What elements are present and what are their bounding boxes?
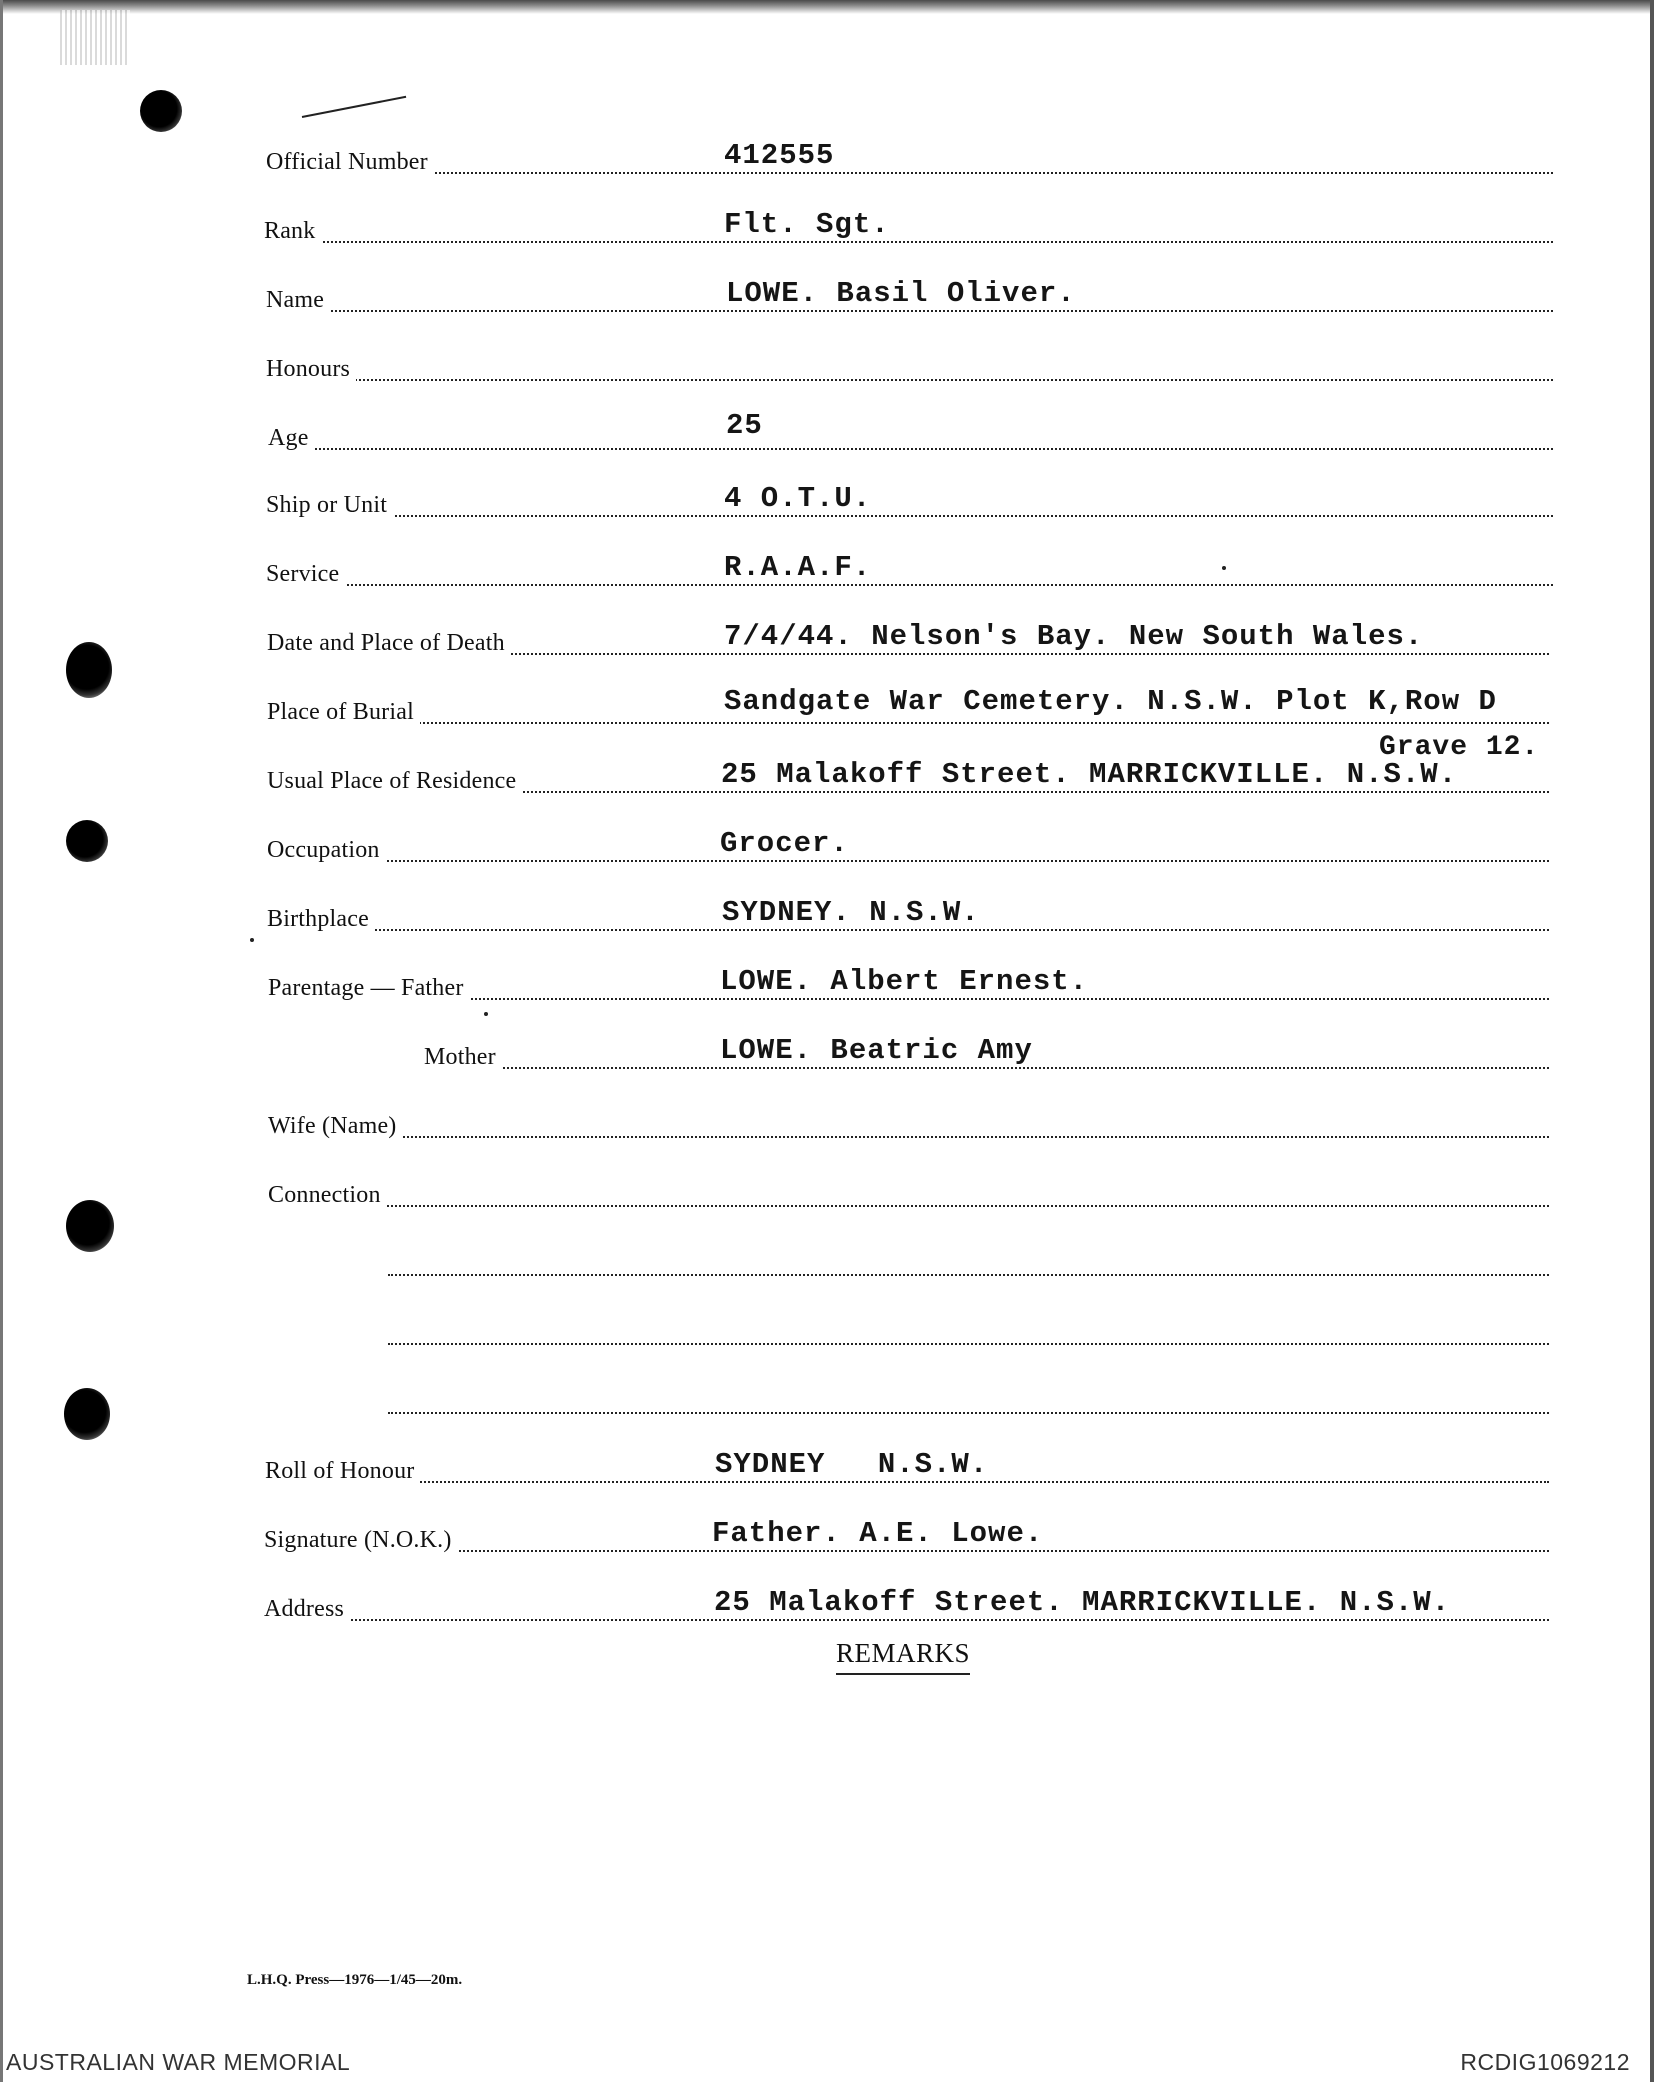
pen-mark (302, 96, 406, 118)
dotted-line (388, 1274, 1549, 1276)
field-label: Roll of Honour (265, 1458, 420, 1485)
field-official-number (266, 134, 1553, 178)
page-left-edge (0, 0, 3, 2082)
field-label: Occupation (267, 837, 386, 864)
field-label: Mother (424, 1044, 502, 1071)
punch-hole (66, 642, 112, 698)
field-place-of-burial (267, 684, 1549, 728)
dotted-line (268, 1136, 1549, 1138)
field-value: Father. A.E. Lowe. (712, 1517, 1044, 1550)
dotted-line (266, 584, 1553, 586)
field-age (268, 410, 1553, 454)
field-honours (266, 341, 1553, 385)
footer-archive-name: AUSTRALIAN WAR MEMORIAL (6, 2049, 351, 2075)
field-roll-of-honour (265, 1443, 1549, 1487)
dotted-line (266, 310, 1553, 312)
field-connection-line (388, 1374, 1549, 1418)
ink-speck (484, 1012, 488, 1016)
field-label: Address (264, 1596, 350, 1623)
field-connection-line (388, 1305, 1549, 1349)
field-address (264, 1581, 1549, 1625)
field-date-and-place-of-death (267, 615, 1549, 659)
field-label: Birthplace (267, 906, 375, 933)
scan-smudge (60, 10, 130, 65)
printer-imprint: L.H.Q. Press—1976—1/45—20m. (247, 1972, 463, 1988)
field-value: 7/4/44. Nelson's Bay. New South Wales. (724, 620, 1424, 653)
dotted-line (266, 515, 1553, 517)
dotted-line (388, 1412, 1549, 1414)
field-value-continuation: Grave 12. (1379, 732, 1540, 763)
dotted-line (266, 172, 1553, 174)
field-label: Service (266, 561, 345, 588)
punch-hole (66, 820, 108, 862)
dotted-line (424, 1067, 1549, 1069)
field-birthplace (267, 891, 1549, 935)
punch-hole (64, 1388, 110, 1440)
field-label: Honours (266, 356, 356, 383)
field-value: LOWE. Albert Ernest. (720, 965, 1089, 998)
dotted-line (268, 448, 1553, 450)
dotted-line (264, 241, 1553, 243)
punch-hole (140, 90, 182, 132)
dotted-line (267, 929, 1549, 931)
field-label: Age (268, 425, 315, 452)
dotted-line (267, 860, 1549, 862)
dotted-line (266, 379, 1553, 381)
dotted-line (267, 722, 1549, 724)
field-label: Wife (Name) (268, 1113, 403, 1140)
field-label: Signature (N.O.K.) (264, 1527, 458, 1554)
ink-speck (250, 938, 254, 942)
field-service (266, 546, 1553, 590)
field-value: SYDNEY N.S.W. (715, 1448, 989, 1481)
dotted-line (388, 1343, 1549, 1345)
field-usual-place-of-residence (267, 732, 1549, 797)
field-label: Ship or Unit (266, 492, 393, 519)
field-label: Official Number (266, 149, 434, 176)
field-value: LOWE. Basil Oliver. (726, 277, 1076, 310)
field-label: Usual Place of Residence (267, 768, 522, 795)
field-value: 25 Malakoff Street. MARRICKVILLE. N.S.W. (721, 758, 1458, 791)
field-mother (424, 1029, 1549, 1073)
field-ship-or-unit (266, 477, 1553, 521)
footer-record-id: RCDIG1069212 (1460, 2049, 1630, 2075)
remarks-heading: REMARKS (836, 1638, 970, 1675)
field-label: Connection (268, 1182, 387, 1209)
field-label: Date and Place of Death (267, 630, 511, 657)
field-value: 4 O.T.U. (724, 482, 872, 515)
field-value: Grocer. (720, 827, 849, 860)
field-value: LOWE. Beatric Amy (720, 1034, 1033, 1067)
field-value: Sandgate War Cemetery. N.S.W. Plot K,Row D (724, 685, 1497, 718)
field-connection (268, 1167, 1549, 1211)
field-value: 25 (726, 409, 763, 442)
dotted-line (268, 1205, 1549, 1207)
dotted-line (265, 1481, 1549, 1483)
field-parentage-father (268, 960, 1549, 1004)
field-name (266, 272, 1553, 316)
field-label: Rank (264, 218, 321, 245)
field-value: 25 Malakoff Street. MARRICKVILLE. N.S.W. (714, 1586, 1451, 1619)
field-value: SYDNEY. N.S.W. (722, 896, 980, 929)
punch-hole (66, 1200, 114, 1252)
page-top-edge (0, 0, 1654, 14)
field-wife-name (268, 1098, 1549, 1142)
field-value: R.A.A.F. (724, 551, 872, 584)
field-signature-nok (264, 1512, 1549, 1556)
page-right-edge (1650, 0, 1654, 2082)
field-connection-line (388, 1236, 1549, 1280)
dotted-line (264, 1619, 1549, 1621)
field-label: Place of Burial (267, 699, 420, 726)
field-value: Flt. Sgt. (724, 208, 890, 241)
field-label: Name (266, 287, 330, 314)
field-value: 412555 (724, 139, 835, 172)
field-occupation (267, 822, 1549, 866)
field-rank (264, 203, 1553, 247)
field-label: Parentage — Father (268, 975, 470, 1002)
